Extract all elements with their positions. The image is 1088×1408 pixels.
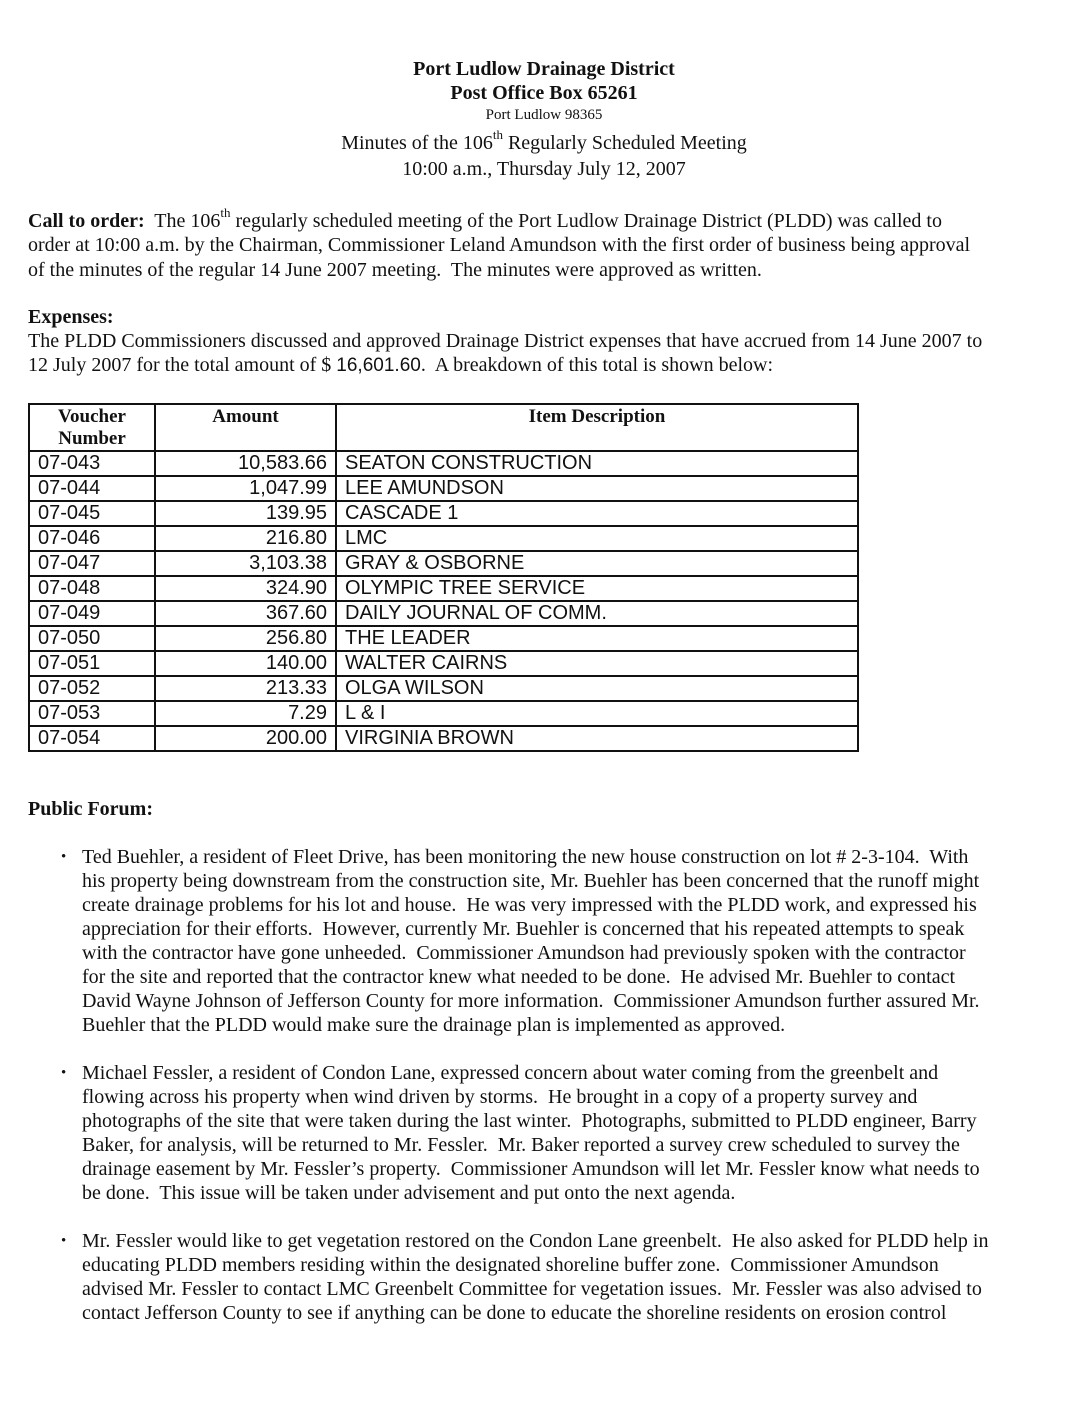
item-description-cell: WALTER CAIRNS — [336, 651, 858, 676]
public-forum-item-line: flowing across his property when wind driven by storms. He brought in a copy of a property survey and — [82, 1086, 918, 1108]
item-description-cell: DAILY JOURNAL OF COMM. — [336, 601, 858, 626]
public-forum-item-line: create drainage problems for his lot and house. He was very impressed with the PLDD work, and expressed his — [82, 894, 977, 916]
table-row — [29, 726, 858, 751]
amount-cell: 216.80 — [155, 526, 336, 551]
minutes-title-prefix: Minutes of the 106 — [341, 132, 493, 154]
item-description-cell: VIRGINIA BROWN — [336, 726, 858, 751]
public-forum-item-line: Michael Fessler, a resident of Condon Lane, expressed concern about water coming from the greenbelt and — [82, 1062, 939, 1084]
public-forum-item-line: Ted Buehler, a resident of Fleet Drive, has been monitoring the new house construction on lot # 2-3-104. With — [82, 846, 969, 868]
public-forum-item-line: Baker, for analysis, will be returned to Mr. Fessler. Mr. Baker reported a survey crew scheduled to survey the — [82, 1134, 960, 1156]
public-forum-list — [0, 845, 1088, 1349]
voucher-number-cell: 07-043 — [29, 451, 155, 476]
voucher-number-cell: 07-049 — [29, 601, 155, 626]
voucher-number-cell: 07-048 — [29, 576, 155, 601]
voucher-number-cell: 07-045 — [29, 501, 155, 526]
public-forum-item-line: advised Mr. Fessler to contact LMC Greenbelt Committee for vegetation issues. Mr. Fessler was also advised to — [82, 1278, 982, 1300]
bullet-icon: • — [61, 849, 67, 865]
expenses-heading: Expenses: — [28, 306, 114, 328]
call-to-order-section — [28, 205, 1063, 282]
expenses-line-1: The PLDD Commissioners discussed and approved Drainage District expenses that have accrued from 14 June 2007 to — [28, 330, 983, 352]
table-row — [29, 501, 858, 526]
public-forum-item-line: his property being downstream from the construction site, Mr. Buehler has been concerned that the runoff might — [82, 870, 980, 892]
bullet-icon: • — [61, 1065, 67, 1081]
voucher-number-cell: 07-047 — [29, 551, 155, 576]
minutes-title — [0, 127, 1088, 156]
item-description-cell: GRAY & OSBORNE — [336, 551, 858, 576]
table-row — [29, 576, 858, 601]
table-header-row — [29, 404, 858, 451]
public-forum-item-line: contact Jefferson County to see if anything can be done to educate the shoreline residents on erosion control — [82, 1302, 947, 1324]
amount-cell: 1,047.99 — [155, 476, 336, 501]
column-header-text: Voucher — [58, 406, 126, 427]
public-forum-item-line: photographs of the site that were taken during the last winter. Photographs, submitted to PLDD engineer, Barry — [82, 1110, 977, 1132]
minutes-title-suffix: Regularly Scheduled Meeting — [502, 132, 747, 154]
voucher-number-cell: 07-053 — [29, 701, 155, 726]
table-row — [29, 701, 858, 726]
public-forum-item — [0, 1061, 1067, 1205]
item-description-cell: LMC — [336, 526, 858, 551]
call-to-order-heading: Call to order: — [28, 210, 145, 232]
public-forum-item — [0, 845, 1067, 1037]
ordinal-suffix: th — [492, 127, 503, 143]
city-zip: Port Ludlow 98365 — [485, 107, 603, 123]
call-to-order-text: regularly scheduled meeting of the Port Ludlow Drainage District (PLDD) was called to — [230, 210, 942, 232]
item-description-cell: THE LEADER — [336, 626, 858, 651]
expenses-text: 12 July 2007 for the total amount of $ — [28, 354, 337, 377]
public-forum-item-line: with the contractor have gone unheeded. Commissioner Amundson had previously spoken with the contractor — [82, 942, 966, 964]
amount-cell: 256.80 — [155, 626, 336, 651]
table-row — [29, 451, 858, 476]
public-forum-item-line: for the site and reported that the contractor knew what needed to be done. He advised Mr. Buehler to contact — [82, 966, 956, 988]
meeting-datetime: 10:00 a.m., Thursday July 12, 2007 — [402, 158, 686, 180]
table-row — [29, 626, 858, 651]
table-row — [29, 676, 858, 701]
item-description-cell: CASCADE 1 — [336, 501, 858, 526]
item-description-cell: SEATON CONSTRUCTION — [336, 451, 858, 476]
voucher-number-cell: 07-054 — [29, 726, 155, 751]
column-header-amount: Amount — [155, 404, 336, 451]
column-header-item-description: Item Description — [336, 404, 858, 451]
item-description-cell: LEE AMUNDSON — [336, 476, 858, 501]
voucher-number-cell: 07-050 — [29, 626, 155, 651]
amount-cell: 213.33 — [155, 676, 336, 701]
public-forum-item — [0, 1229, 1067, 1325]
public-forum-item-line: educating PLDD members residing within the designated shoreline buffer zone. Commissioner Amundson — [82, 1254, 939, 1276]
expenses-text: . A breakdown of this total is shown below: — [420, 354, 774, 377]
amount-cell: 139.95 — [155, 501, 336, 526]
column-header-text: Number — [58, 428, 126, 449]
item-description-cell: OLYMPIC TREE SERVICE — [336, 576, 858, 601]
voucher-number-cell: 07-052 — [29, 676, 155, 701]
public-forum-item-line: be done. This issue will be taken under advisement and put onto the next agenda. — [82, 1182, 736, 1204]
item-description-cell: OLGA WILSON — [336, 676, 858, 701]
amount-cell: 324.90 — [155, 576, 336, 601]
expenses-line-2 — [28, 353, 1063, 378]
table-row — [29, 651, 858, 676]
call-to-order-text: The 106 — [144, 210, 221, 232]
amount-cell: 140.00 — [155, 651, 336, 676]
public-forum-item-line: Mr. Fessler would like to get vegetation restored on the Condon Lane greenbelt. He also asked for PLDD help in — [82, 1230, 989, 1252]
table-row — [29, 476, 858, 501]
call-to-order-line-3: of the minutes of the regular 14 June 2007 meeting. The minutes were approved as written. — [28, 258, 762, 281]
column-header-voucher-number — [29, 404, 155, 451]
item-description-cell: L & I — [336, 701, 858, 726]
ordinal-suffix: th — [220, 205, 231, 221]
public-forum-item-line: appreciation for their efforts. However, currently Mr. Buehler is concerned that his repeated attempts to speak — [82, 918, 965, 940]
organization-name: Port Ludlow Drainage District — [413, 58, 675, 80]
total-amount: 16,601.60 — [336, 355, 421, 377]
bullet-icon: • — [61, 1233, 67, 1249]
call-to-order-line-2: order at 10:00 a.m. by the Chairman, Commissioner Leland Amundson with the first order of business being approval — [28, 234, 971, 257]
amount-cell: 3,103.38 — [155, 551, 336, 576]
table-row — [29, 551, 858, 576]
voucher-table — [28, 403, 859, 752]
voucher-number-cell: 07-044 — [29, 476, 155, 501]
public-forum-item-line: drainage easement by Mr. Fessler’s property. Commissioner Amundson will let Mr. Fessler know what needs to — [82, 1158, 980, 1180]
voucher-number-cell: 07-046 — [29, 526, 155, 551]
post-office-box: Post Office Box 65261 — [450, 82, 638, 104]
voucher-number-cell: 07-051 — [29, 651, 155, 676]
amount-cell: 10,583.66 — [155, 451, 336, 476]
amount-cell: 200.00 — [155, 726, 336, 751]
amount-cell: 7.29 — [155, 701, 336, 726]
call-to-order-line-1 — [28, 205, 1063, 233]
amount-cell: 367.60 — [155, 601, 336, 626]
voucher-table-body — [29, 451, 858, 751]
public-forum-item-line: Buehler that the PLDD would make sure the drainage plan is implemented as approved. — [82, 1014, 786, 1036]
public-forum-item-line: David Wayne Johnson of Jefferson County for more information. Commissioner Amundson further assured Mr. — [82, 990, 980, 1012]
table-row — [29, 526, 858, 551]
expenses-paragraph — [28, 329, 1063, 379]
public-forum-heading: Public Forum: — [28, 798, 153, 820]
table-row — [29, 601, 858, 626]
